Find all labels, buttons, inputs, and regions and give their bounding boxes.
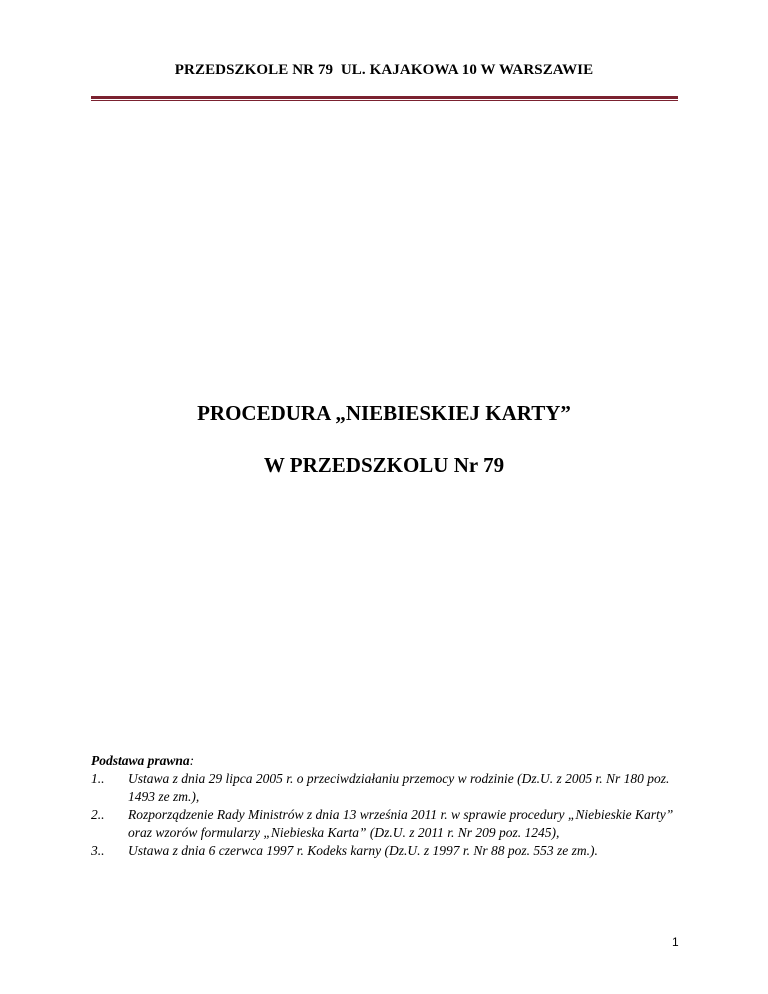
legal-basis-item-number: 1..: [91, 771, 105, 786]
legal-basis-item: [91, 770, 691, 806]
document-subtitle: W PRZEDSZKOLU Nr 79: [263, 453, 505, 477]
legal-basis-heading-line: [91, 752, 691, 770]
header-rule-thick: [91, 96, 678, 99]
legal-basis-item: [91, 806, 691, 842]
legal-basis-section: [91, 752, 691, 860]
legal-basis-list: [91, 770, 691, 860]
document-header: PRZEDSZKOLE NR 79 UL. KAJAKOWA 10 W WARSZAWIE: [174, 62, 594, 78]
legal-basis-item-text: Rozporządzenie Rady Ministrów z dnia 13 września 2011 r. w sprawie procedury „Niebieskie Karty” oraz wzorów formularzy „Niebieska Karta” (Dz.U. z 2011 r. Nr 209 poz. 1245),: [128, 807, 674, 840]
legal-basis-item-number: 3..: [91, 843, 105, 858]
legal-basis-colon: :: [189, 753, 195, 768]
legal-basis-item: [91, 842, 691, 860]
legal-basis-item-text: Ustawa z dnia 29 lipca 2005 r. o przeciwdziałaniu przemocy w rodzinie (Dz.U. z 2005 r. Nr 180 poz. 1493 ze zm.),: [128, 771, 670, 804]
page-number: 1: [672, 935, 679, 949]
legal-basis-item-text: Ustawa z dnia 6 czerwca 1997 r. Kodeks karny (Dz.U. z 1997 r. Nr 88 poz. 553 ze zm.).: [128, 843, 598, 858]
legal-basis-item-number: 2..: [91, 807, 105, 822]
document-title: PROCEDURA „NIEBIESKIEJ KARTY”: [197, 401, 571, 425]
header-rule-thin: [91, 100, 678, 101]
legal-basis-heading: Podstawa prawna: [91, 753, 190, 768]
